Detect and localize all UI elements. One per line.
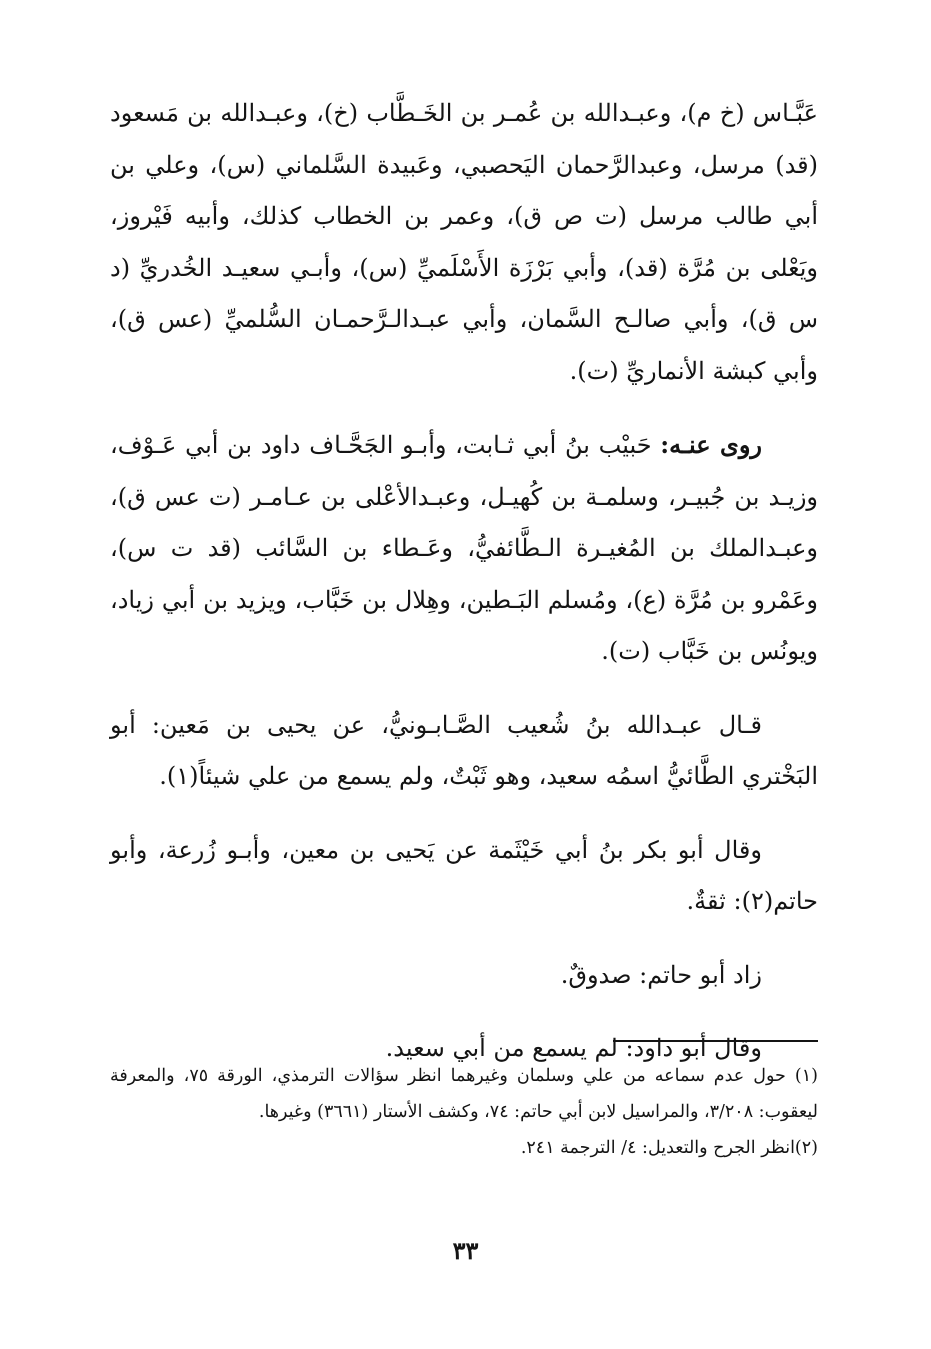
paragraph-abu-hatim-addition [110, 950, 818, 1002]
main-text [110, 88, 818, 1075]
paragraph-abu-bakr-quote [110, 825, 818, 928]
paragraph-text: عَبَّـاس (خ م)، وعبـدالله بن عُمـر بن الخَـطَّاب (خ)، وعبـدالله بن مَسعود (قد) مرسل، وعبدالرَّحمان اليَحصبي، وعَبيدة السَّلماني (س)، وعلي بن أبي طالب مرسل (ت ص ق)، وعمر بن الخطاب كذلك، وأبيه فَيْروز، ويَعْلى بن مُرَّة (قد)، وأبي بَرْزَة الأَسْلَميِّ (س)، وأبـي سعيـد الخُدريِّ (د س ق)، وأبي صالـح السَّمان، وأبي عبـدالـرَّحمـان السُّلميِّ (عس ق)، وأبي كبشة الأنماريِّ (ت). [110, 99, 818, 385]
paragraph-text: وقال أبو بكر بنُ أبي خَيْثَمة عن يَحيى بن معين، وأبـو زُرعة، وأبو حاتم(٢): ثقةٌ. [110, 835, 818, 915]
paragraph-lead: روى عنـه: [660, 430, 762, 459]
paragraph-text: زاد أبو حاتم: صدوقٌ. [560, 960, 762, 989]
footnote-1: (١) حول عدم سماعه من علي وسلمان وغيرهما انظر سؤالات الترمذي، الورقة ٧٥، والمعرفة ليعقوب: ٣/٢٠٨، والمراسيل لابن أبي حاتم: ٧٤، وكشف الأستار (٣٦٦١) وغيرها. [110, 1066, 818, 1122]
footnote-2: (٢)انظر الجرح والتعديل: ٤/ الترجمة ٢٤١. [520, 1138, 818, 1158]
paragraph-teachers [110, 88, 818, 397]
footnotes [110, 1058, 818, 1166]
footnote-separator [613, 1040, 818, 1042]
paragraph-text: قـال عبـدالله بنُ شُعيب الصَّـابـونيُّ، عن يحيى بن مَعين: أبو البَخْتري الطَّائيُّ اسمُه سعيد، وهو ثَبْتٌ، ولم يسمع من علي شيئاً(١). [110, 710, 818, 790]
paragraph-text: وقال أبو داود: لم يسمع من أبي سعيد. [385, 1034, 762, 1062]
paragraph-narrators [110, 419, 818, 678]
paragraph-text: حَبيْب بنُ أبي ثـابت، وأبـو الجَحَّـاف داود بن أبي عَـوْف، وزيـد بن جُبيـر، وسلمـة بن كُهيـل، وعبـدالأعْلى بن عـامـر (ت عس ق)، وعبـدالملك بن المُغيـرة الـطَّائفيُّ، وعَـطاء بن السَّائب (قد ت س)، وعَمْرو بن مُرَّة (ع)، ومُسلم البَـطين، وهِلال بن خَبَّاب، ويزيد بن أبي زياد، ويونُس بن خَبَّاب (ت). [110, 431, 818, 665]
paragraph-ibn-maeen-quote [110, 700, 818, 803]
page-number: ٣٣ [452, 1236, 479, 1265]
